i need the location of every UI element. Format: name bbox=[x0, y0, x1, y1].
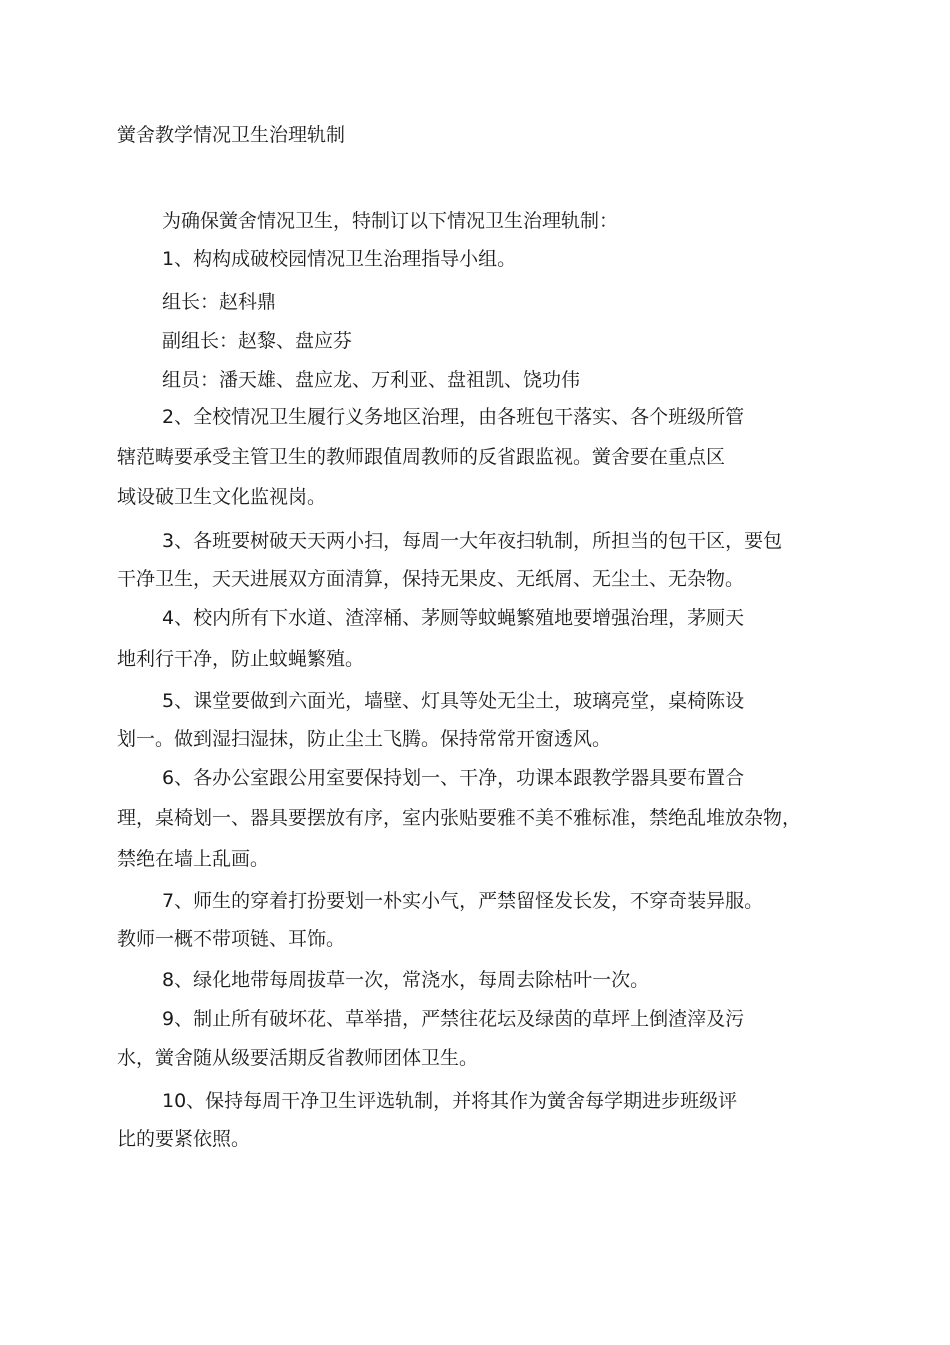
item-5-line-1: 5、课堂要做到六面光，墙壁、灯具等处无尘土，玻璃亮堂，桌椅陈设 bbox=[162, 690, 745, 712]
item-4-line-2: 地利行干净，防止蚊蝇繁殖。 bbox=[117, 648, 365, 670]
item-9-line-2: 水，黉舍随从级要活期反省教师团体卫生。 bbox=[117, 1047, 479, 1069]
item-7-line-1: 7、师生的穿着打扮要划一朴实小气，严禁留怪发长发，不穿奇装异服。 bbox=[162, 890, 764, 912]
item-1: 1、构构成破校园情况卫生治理指导小组。 bbox=[162, 248, 517, 270]
members-line: 组员：潘天雄、盘应龙、万利亚、盘祖凯、饶功伟 bbox=[162, 369, 581, 391]
item-6-line-2: 理，桌椅划一、器具要摆放有序，室内张贴要雅不美不雅标准，禁绝乱堆放杂物， bbox=[117, 807, 802, 829]
vice-leader-line: 副组长：赵黎、盘应芬 bbox=[162, 330, 353, 352]
item-5-line-2: 划一。做到湿扫湿抹，防止尘土飞腾。保持常常开窗透风。 bbox=[117, 728, 612, 750]
item-9-line-1: 9、制止所有破坏花、草举措，严禁往花坛及绿茵的草坪上倒渣滓及污 bbox=[162, 1008, 745, 1030]
leader-line: 组长：赵科鼎 bbox=[162, 291, 277, 313]
item-10-line-2: 比的要紧依照。 bbox=[117, 1128, 251, 1150]
item-6-line-1: 6、各办公室跟公用室要保持划一、干净，功课本跟教学器具要布置合 bbox=[162, 767, 745, 789]
item-2-line-3: 域设破卫生文化监视岗。 bbox=[117, 486, 327, 508]
item-2-line-2: 辖范畴要承受主管卫生的教师跟值周教师的反省跟监视。黉舍要在重点区 bbox=[117, 446, 726, 468]
item-6-line-3: 禁绝在墙上乱画。 bbox=[117, 848, 270, 870]
item-3-line-2: 干净卫生，天天进展双方面清算，保持无果皮、无纸屑、无尘土、无杂物。 bbox=[117, 568, 745, 590]
item-4-line-1: 4、校内所有下水道、渣滓桶、茅厕等蚊蝇繁殖地要增强治理，茅厕天 bbox=[162, 607, 745, 629]
document-title: 黉舍教学情况卫生治理轨制 bbox=[117, 124, 346, 146]
item-7-line-2: 教师一概不带项链、耳饰。 bbox=[117, 928, 346, 950]
item-8: 8、绿化地带每周拔草一次，常浇水，每周去除枯叶一次。 bbox=[162, 969, 650, 991]
item-3-line-1: 3、各班要树破天天两小扫，每周一大年夜扫轨制，所担当的包干区，要包 bbox=[162, 530, 783, 552]
item-10-line-1: 10、保持每周干净卫生评选轨制，并将其作为黉舍每学期进步班级评 bbox=[162, 1090, 738, 1112]
item-2-line-1: 2、全校情况卫生履行义务地区治理，由各班包干落实、各个班级所管 bbox=[162, 406, 745, 428]
intro-paragraph: 为确保黉舍情况卫生，特制订以下情况卫生治理轨制： bbox=[162, 210, 619, 232]
